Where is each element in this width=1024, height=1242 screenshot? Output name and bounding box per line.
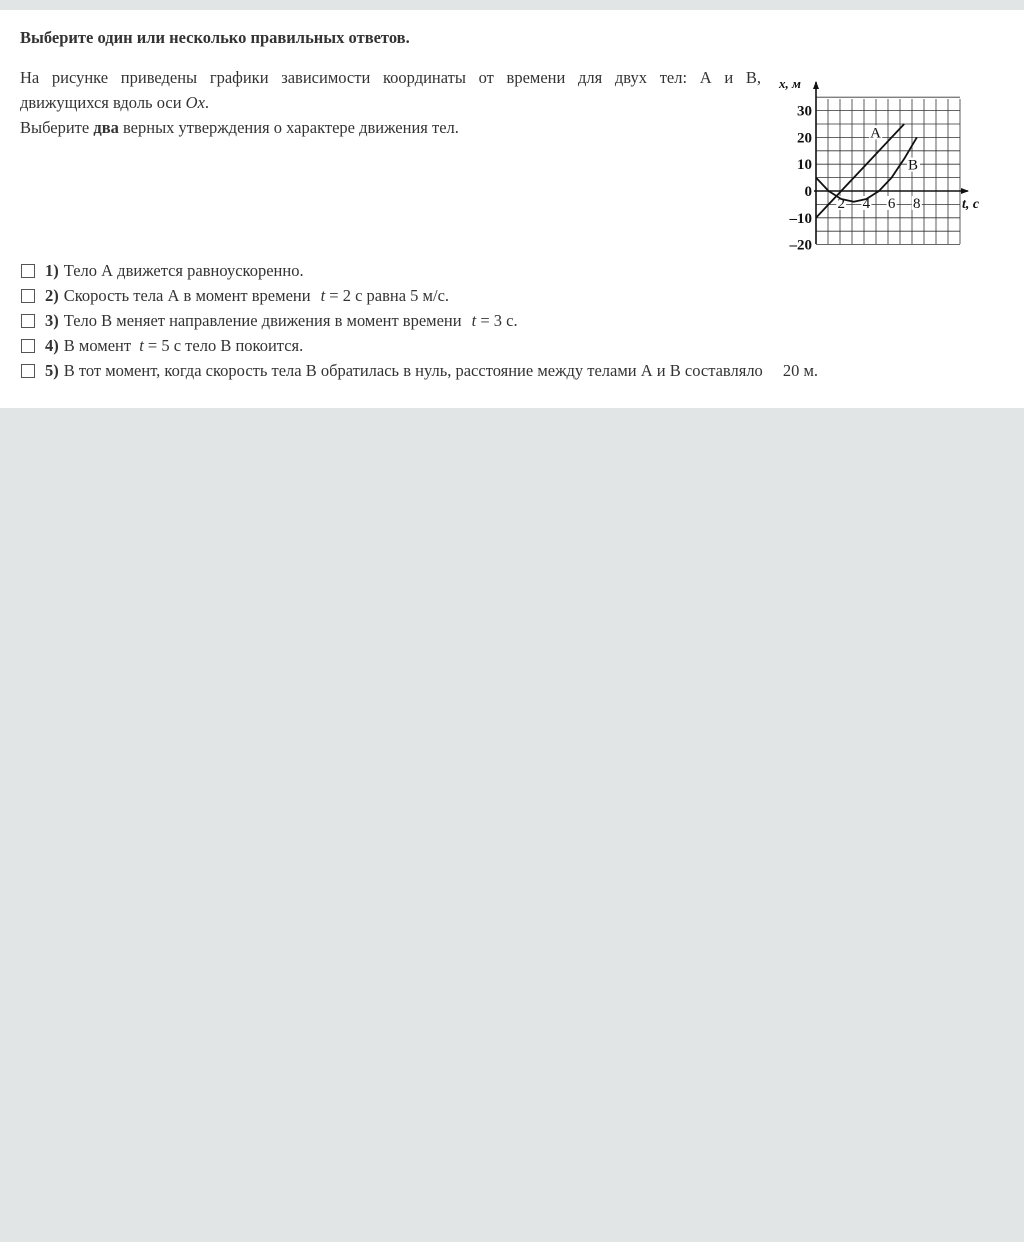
checkbox[interactable] <box>21 289 35 303</box>
y-tick-label: 20 <box>797 130 812 147</box>
option-text-part: В момент <box>63 335 132 355</box>
statement-line-2 <box>20 90 761 115</box>
x-axis-label: t, с <box>962 197 980 212</box>
answer-option-5[interactable] <box>21 358 818 383</box>
question-card <box>0 10 1024 408</box>
series-line-b <box>816 137 917 201</box>
question-statement <box>20 65 761 140</box>
option-text-part: Скорость тела А в момент времени <box>63 285 311 305</box>
motion-graph <box>775 70 990 250</box>
statement-text: верных утверждения о характере движения тел. <box>118 118 459 137</box>
option-number: 1) <box>45 260 59 280</box>
option-number: 4) <box>45 335 59 355</box>
x-tick-label: 2 <box>837 196 845 212</box>
option-text-part: = 2 с равна 5 м/с. <box>329 285 450 305</box>
statement-text: Выберите <box>20 118 94 137</box>
statement-text: движущихся вдоль оси <box>20 93 186 112</box>
y-tick-label: –20 <box>789 237 812 250</box>
emphasis-word: два <box>93 118 119 137</box>
answer-options <box>21 258 818 383</box>
checkbox[interactable] <box>21 364 35 378</box>
statement-line-1: На рисунке приведены графики зависимости координаты от времени для двух тел: А и В, <box>20 68 761 87</box>
answer-option-1[interactable] <box>21 258 818 283</box>
statement-text: . <box>204 93 210 112</box>
checkbox[interactable] <box>21 314 35 328</box>
y-tick-label: 10 <box>797 157 812 174</box>
answer-option-3[interactable] <box>21 308 818 333</box>
option-text <box>64 311 518 331</box>
axis-name: Ox <box>185 93 205 112</box>
time-variable: t <box>471 310 477 330</box>
y-tick-label: 30 <box>797 103 812 120</box>
instruction-heading: Выберите один или несколько правильных ответов. <box>20 28 410 47</box>
statement-line-3 <box>20 115 761 140</box>
option-text-part: = 3 с. <box>480 310 518 330</box>
checkbox[interactable] <box>21 339 35 353</box>
answer-option-4[interactable] <box>21 333 818 358</box>
option-text <box>64 361 818 381</box>
y-axis-arrow <box>813 81 819 89</box>
option-number: 5) <box>45 360 59 380</box>
x-tick-label: 6 <box>887 196 896 212</box>
x-tick-label: 4 <box>862 196 871 212</box>
y-axis-label: x, м <box>779 76 801 91</box>
y-tick-label: –10 <box>789 210 812 227</box>
distance-value: 20 м. <box>782 360 819 380</box>
answer-option-2[interactable] <box>21 283 818 308</box>
option-text-part: = 5 с тело В покоится. <box>147 335 304 355</box>
option-text <box>64 336 304 356</box>
checkbox[interactable] <box>21 264 35 278</box>
option-text-part: В тот момент, когда скорость тела В обратилась в нуль, расстояние между телами А и В составляло <box>63 360 763 380</box>
option-text-part: Тело В меняет направление движения в момент времени <box>63 310 462 330</box>
y-tick-label: 0 <box>804 184 812 200</box>
x-tick-label: 8 <box>913 196 921 212</box>
graph-svg <box>775 70 990 250</box>
x-axis-arrow <box>961 188 969 194</box>
series-label-b: В <box>907 157 918 174</box>
option-text <box>64 286 449 306</box>
option-number: 2) <box>45 285 59 305</box>
series-label-a: А <box>870 125 882 142</box>
option-number: 3) <box>45 310 59 330</box>
option-text: Тело А движется равноускоренно. <box>63 260 304 280</box>
time-variable: t <box>139 335 144 355</box>
time-variable: t <box>320 285 326 305</box>
